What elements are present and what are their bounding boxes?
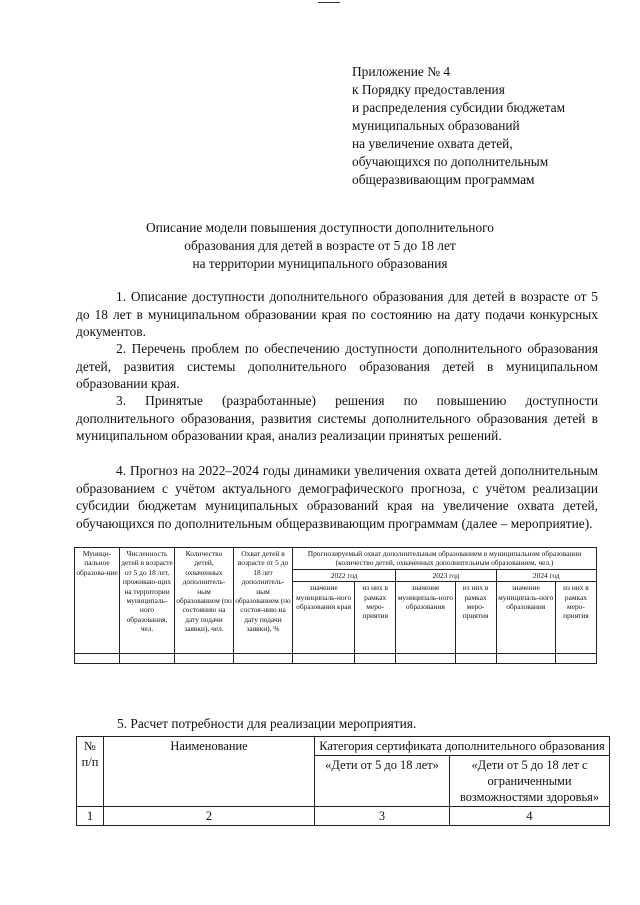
title-line: Описание модели повышения доступности дополнительного xyxy=(145,220,495,235)
appendix-line: к Порядку предоставления xyxy=(352,82,505,97)
empty-cell xyxy=(175,654,234,664)
header-coverage-share: Охват детей в возрасте от 5 до 18 лет дополнитель-ным образованием (по состоя-нию на дату подачи заявки), % xyxy=(234,548,293,654)
appendix-line: на увеличение охвата детей, xyxy=(352,136,513,151)
forecast-table xyxy=(74,547,597,664)
header-forecast: Прогнозируемый охват дополнительным образованием в муниципальном образовании (количество детей, охваченных дополнительным образованием, чел.) xyxy=(293,548,597,570)
sub-within-2024: из них в рамках меро-приятия xyxy=(555,582,596,654)
appendix-line: Приложение № 4 xyxy=(352,64,451,79)
sub-value-2023: значение муниципаль-ного образования xyxy=(396,582,455,654)
paragraph-1: 1. Описание доступности дополнительного образования для детей в возрасте от 5 до 18 лет в муниципальном образовании края по состоянию на дату подачи конкурсных документов. xyxy=(76,289,598,340)
column-number-2: 2 xyxy=(104,807,315,826)
year-2022: 2022 год xyxy=(293,569,396,581)
year-2024: 2024 год xyxy=(496,569,596,581)
header-number: № п/п xyxy=(77,737,104,807)
empty-cell xyxy=(496,654,555,664)
category-children-disabilities: «Дети от 5 до 18 лет с ограниченными возможностями здоровья» xyxy=(450,756,610,807)
section-5-heading: 5. Расчет потребности для реализации мероприятия. xyxy=(117,716,417,731)
empty-cell xyxy=(555,654,596,664)
empty-cell xyxy=(396,654,455,664)
top-rule xyxy=(318,2,340,3)
title-line: на территории муниципального образования xyxy=(192,256,448,271)
category-children: «Дети от 5 до 18 лет» xyxy=(315,756,450,807)
empty-cell xyxy=(234,654,293,664)
column-number-1: 1 xyxy=(77,807,104,826)
appendix-line: и распределения субсидии бюджетам xyxy=(352,100,566,115)
appendix-line: обучающихся по дополнительным xyxy=(352,154,549,169)
empty-cell xyxy=(355,654,396,664)
sub-value-2022: значение муниципаль-ного образования края xyxy=(293,582,355,654)
header-category: Категория сертификата дополнительного образования xyxy=(315,737,610,756)
title-line: образования для детей в возрасте от 5 до 18 лет xyxy=(184,238,456,253)
paragraph-4: 4. Прогноз на 2022–2024 годы динамики увеличения охвата детей дополнительным образованием с учётом актуального демографического прогноза, с учётом реализации субсидии бюджетам муниципальных образований края на увеличение охвата детей, обучающихся по дополнительным общеразвивающим программам (далее – мероприятие). xyxy=(76,463,598,531)
empty-cell xyxy=(120,654,175,664)
column-number-4: 4 xyxy=(450,807,610,826)
sub-value-2024: значение муниципаль-ного образования xyxy=(496,582,555,654)
empty-cell xyxy=(293,654,355,664)
header-name: Наименование xyxy=(104,737,315,807)
appendix-line: муниципальных образований xyxy=(352,118,520,133)
year-2023: 2023 год xyxy=(396,569,496,581)
needs-table xyxy=(76,736,610,826)
empty-cell xyxy=(455,654,496,664)
header-children-covered: Количество детей, охваченных дополнитель-ным образованием (по состоянию на дату подачи заявки), чел. xyxy=(175,548,234,654)
header-children-count: Численность детей в возрасте от 5 до 18 лет, проживаю-щих на территории муниципаль-ного образования, чел. xyxy=(120,548,175,654)
column-number-3: 3 xyxy=(315,807,450,826)
document-title xyxy=(60,219,580,273)
sub-within-2023: из них в рамках меро-приятия xyxy=(455,582,496,654)
header-municipality: Муници-пальное образова-ние xyxy=(75,548,120,654)
paragraph-2: 2. Перечень проблем по обеспечению доступности дополнительного образования детей, развития системы дополнительного образования детей в муниципальном образовании края. xyxy=(76,341,598,392)
empty-cell xyxy=(75,654,120,664)
paragraph-3: 3. Принятые (разработанные) решения по повышению доступности дополнительного образования, развития системы дополнительного образования детей в муниципальном образовании края, анализ реализации принятых решений. xyxy=(76,393,598,444)
appendix-block xyxy=(352,63,632,189)
appendix-line: общеразвивающим программам xyxy=(352,172,535,187)
sub-within-2022: из них в рамках меро-приятия xyxy=(355,582,396,654)
